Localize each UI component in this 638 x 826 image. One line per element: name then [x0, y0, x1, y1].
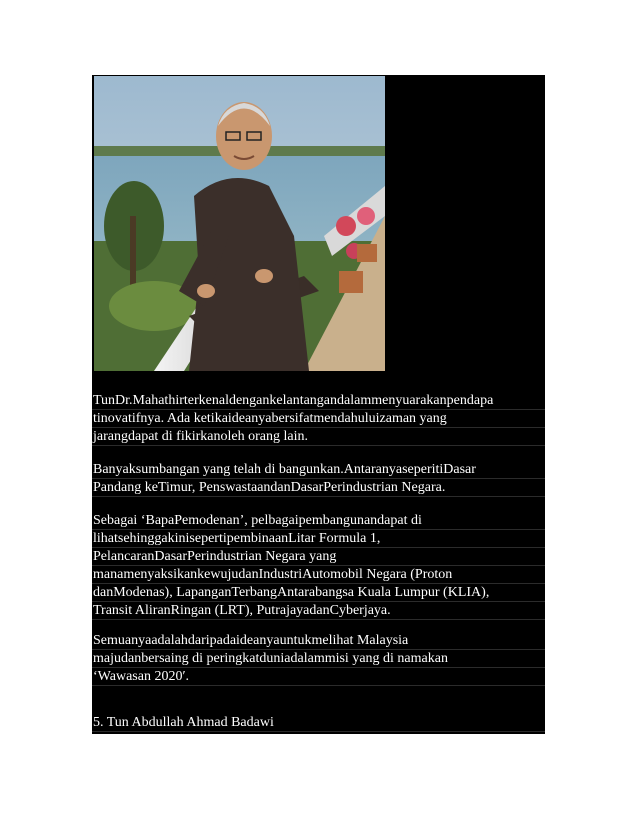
paragraph-5-line-1: 5. Tun Abdullah Ahmad Badawi	[92, 714, 545, 732]
portrait-photo	[94, 76, 385, 371]
paragraph-3-line-6: Transit AliranRingan (LRT), PutrajayadanCyberjaya.	[92, 602, 545, 620]
paragraph-1-line-3: jarangdapat di fikirkanoleh orang lain.	[92, 428, 545, 446]
paragraph-3-line-2: lihatsehinggakinisepertipembinaanLitar Formula 1,	[92, 530, 545, 548]
paragraph-1-line-2: tinovatifnya. Ada ketikaideanyabersifatmendahuluizaman yang	[92, 410, 545, 428]
document-block	[92, 75, 545, 734]
paragraph-3-line-4: manamenyaksikankewujudanIndustriAutomobil Negara (Proton	[92, 566, 545, 584]
paragraph-2-line-1: Banyaksumbangan yang telah di bangunkan.AntaranyaseperitiDasar	[92, 461, 545, 479]
portrait-image	[94, 76, 385, 371]
paragraph-4-line-2: majudanbersaing di peringkatduniadalammisi yang di namakan	[92, 650, 545, 668]
paragraph-3-line-3: PelancaranDasarPerindustrian Negara yang	[92, 548, 545, 566]
paragraph-3-line-1: Sebagai ‘BapaPemodenan’, pelbagaipembangunandapat di	[92, 512, 545, 530]
paragraph-4-line-1: Semuanyaadalahdaripadaideanyauntukmelihat Malaysia	[92, 632, 545, 650]
paragraph-4-line-3: ‘Wawasan 2020′.	[92, 668, 545, 686]
paragraph-2-line-2: Pandang keTimur, PenswastaandanDasarPerindustrian Negara.	[92, 479, 545, 497]
paragraph-1-line-1: TunDr.Mahathirterkenaldengankelantangandalammenyuarakanpendapa	[92, 392, 545, 410]
paragraph-3-line-5: danModenas), LapanganTerbangAntarabangsa Kuala Lumpur (KLIA),	[92, 584, 545, 602]
